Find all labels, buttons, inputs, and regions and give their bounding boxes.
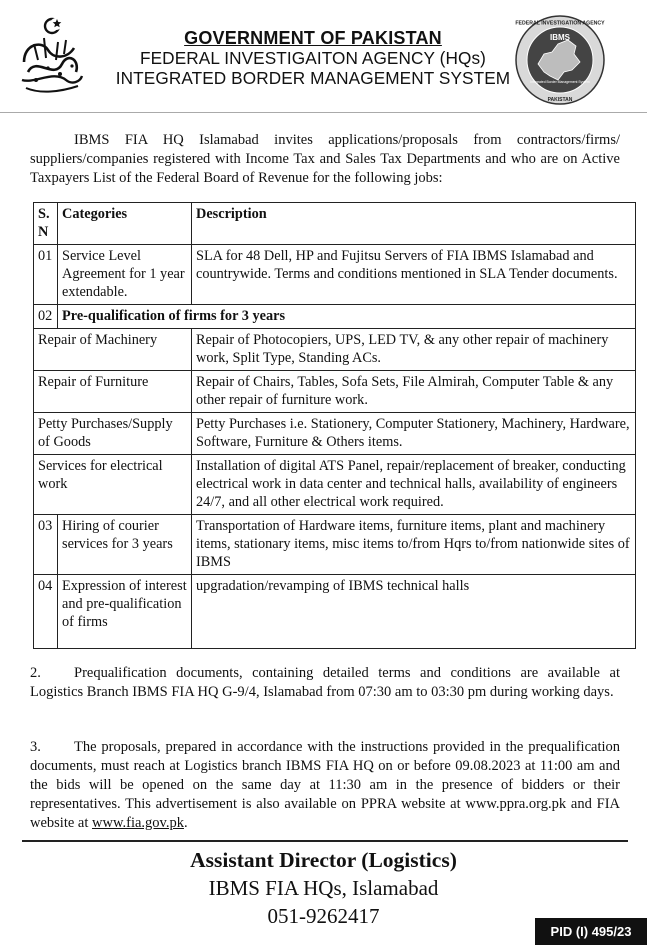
row-category: Repair of Machinery xyxy=(34,329,192,371)
row-description: Petty Purchases i.e. Stationery, Computer Stationery, Machinery, Hardware, Software, Furniture & Others items. xyxy=(192,413,636,455)
seal-bottom-text: PAKISTAN xyxy=(547,97,573,103)
row-sn: 04 xyxy=(34,575,58,649)
signatory-title: Assistant Director (Logistics) xyxy=(190,848,457,872)
jobs-table xyxy=(33,202,636,649)
system-name: INTEGRATED BORDER MANAGEMENT SYSTEM xyxy=(115,68,511,88)
row-category: Services for electrical work xyxy=(34,455,192,515)
agency-name: FEDERAL INVESTIGAITON AGENCY (HQs) xyxy=(140,48,486,68)
paragraph-3 xyxy=(30,738,620,833)
signatory-phone: 051-9262417 xyxy=(267,904,380,928)
row-description: upgradation/revamping of IBMS technical halls xyxy=(192,575,636,649)
row-category: Service Level Agreement for 1 year extendable. xyxy=(58,245,192,305)
header-divider xyxy=(0,112,647,113)
fia-website-link[interactable]: www.fia.gov.pk xyxy=(92,815,184,831)
table-row xyxy=(34,329,636,371)
table-row xyxy=(34,371,636,413)
sn-header: S. N xyxy=(34,203,58,245)
description-header: Description xyxy=(192,203,636,245)
row-description: SLA for 48 Dell, HP and Fujitsu Servers of FIA IBMS Islamabad and countrywide. Terms and conditions mentioned in SLA Tender documents. xyxy=(192,245,636,305)
signatory-office: IBMS FIA HQs, Islamabad xyxy=(208,876,439,900)
paragraph-number: 3. xyxy=(30,739,41,755)
signature-divider xyxy=(22,840,628,842)
table-header-row xyxy=(34,203,636,245)
intro-paragraph: IBMS FIA HQ Islamabad invites applications/proposals from contractors/firms/ suppliers/companies registered with Income Tax and Sales Tax Departments and who are on Active Taxpayers List of the Federal Board of Revenue for the following jobs: xyxy=(30,132,620,186)
paragraph-text: Prequalification documents, containing detailed terms and conditions are available at Logistics Branch IBMS FIA HQ G-9/4, Islamabad from 07:30 am to 03:30 pm during working days. xyxy=(30,665,620,700)
government-title: GOVERNMENT OF PAKISTAN xyxy=(184,28,442,48)
category-header: Categories xyxy=(58,203,192,245)
row-description: Transportation of Hardware items, furniture items, plant and machinery items, stationary items, misc items to/from Hqrs to/from nationwide sites of IBMS xyxy=(192,515,636,575)
row-category: Petty Purchases/Supply of Goods xyxy=(34,413,192,455)
row-sn: 01 xyxy=(34,245,58,305)
urdu-calligraphy-emblem-icon xyxy=(14,14,88,96)
row-category: Expression of interest and pre-qualification of firms xyxy=(58,575,192,649)
table-row xyxy=(34,413,636,455)
table-row xyxy=(34,245,636,305)
section-title: Pre-qualification of firms for 3 years xyxy=(58,305,636,329)
paragraph-2 xyxy=(30,664,620,702)
paragraph-number: 2. xyxy=(30,665,41,681)
paragraph-end: . xyxy=(183,815,188,831)
paragraph-text: The proposals, prepared in accordance with the instructions provided in the prequalification documents, must reach at Logistics branch IBMS FIA HQ on or before 09.08.2023 at 11:00 am and the bids will be opened on the same day at 11:30 am in the presence of bidders or their representatives. This advertisement is also available on PPRA website at www.ppra.org.pk and FIA website at xyxy=(30,739,620,831)
row-description: Repair of Photocopiers, UPS, LED TV, & any other repair of machinery work, Split Type, Standing ACs. xyxy=(192,329,636,371)
row-sn: 02 xyxy=(34,305,58,329)
row-category: Hiring of courier services for 3 years xyxy=(58,515,192,575)
row-sn: 03 xyxy=(34,515,58,575)
ibms-seal-icon xyxy=(514,14,606,106)
seal-caption-text: Integrated Border Management System xyxy=(530,80,590,84)
table-row xyxy=(34,455,636,515)
table-row xyxy=(34,575,636,649)
seal-center-text: IBMS xyxy=(550,33,570,42)
pid-badge: PID (I) 495/23 xyxy=(535,918,647,945)
table-row xyxy=(34,515,636,575)
row-category: Repair of Furniture xyxy=(34,371,192,413)
letterhead xyxy=(0,0,647,110)
seal-ring-text: FEDERAL INVESTIGATION AGENCY xyxy=(515,20,605,27)
section-row xyxy=(34,305,636,329)
row-description: Installation of digital ATS Panel, repair/replacement of breaker, conducting electrical work in data center and technical halls, availability of engineers 24/7, and all other electrical work required. xyxy=(192,455,636,515)
row-description: Repair of Chairs, Tables, Sofa Sets, File Almirah, Computer Table & any other repair of furniture work. xyxy=(192,371,636,413)
